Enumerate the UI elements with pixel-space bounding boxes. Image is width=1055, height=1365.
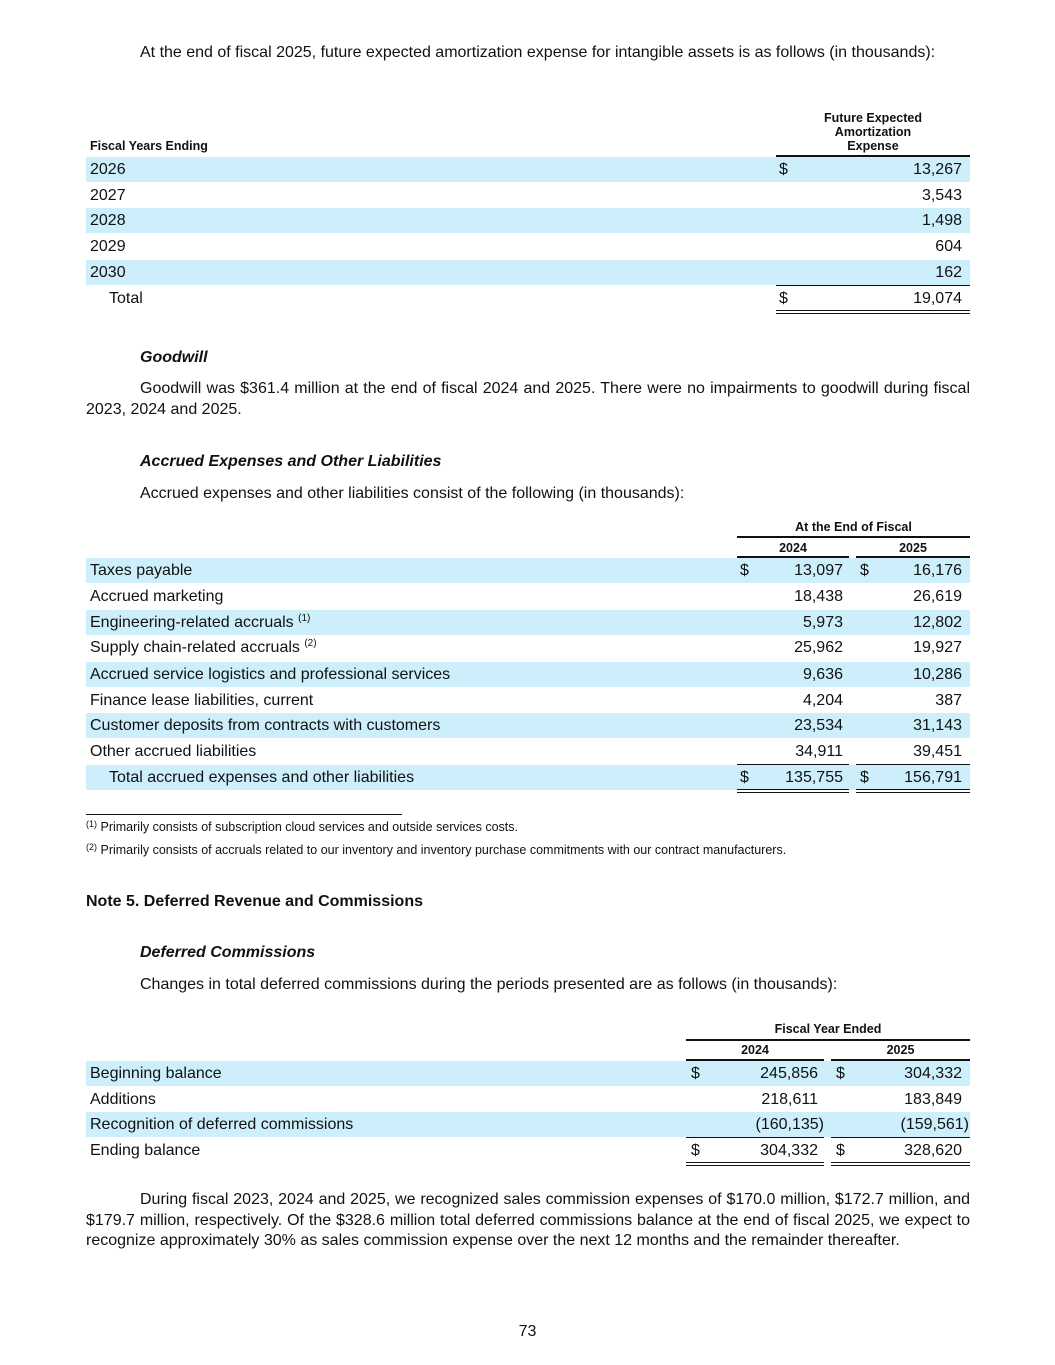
table-row [86,1112,970,1137]
double-rule-top [831,1162,970,1163]
currency-symbol: $ [860,562,869,579]
value-2025: 16,176 [913,562,962,579]
footnote-mark: (2) [86,842,97,852]
double-rule-bottom [686,1165,824,1166]
row-label [90,635,317,660]
year-header-2024: 2024 [741,1043,769,1057]
table-row [86,1138,970,1163]
currency-symbol: $ [779,290,788,307]
row-value: 162 [935,264,962,281]
table-row [86,208,970,233]
row-label [90,662,450,687]
double-rule-bottom [737,792,849,793]
label-text: Supply chain-related accruals [90,639,300,656]
group-header-rule [737,536,970,538]
value-2025: 387 [935,692,962,709]
footnote-mark: (1) [86,819,97,829]
year-header-2025: 2025 [886,1043,915,1057]
row-label: Ending balance [90,1142,201,1159]
row-label [90,584,223,609]
footnote-2 [86,843,786,857]
table-row [86,713,970,738]
value-2024: 245,856 [760,1065,818,1082]
total-row [86,765,970,790]
row-label: Additions [90,1091,156,1108]
value-2025: 183,849 [904,1091,962,1108]
footnote-1 [86,820,518,834]
label-text: Engineering-related accruals [90,614,294,631]
label-text: Other accrued liabilities [90,743,257,760]
year-header-2025: 2025 [899,541,927,555]
row-value: 1,498 [921,212,962,229]
total-2025: 156,791 [904,769,962,786]
double-rule-bottom [776,313,970,314]
currency-symbol: $ [691,1065,700,1082]
accrued-paragraph: Accrued expenses and other liabilities consist of the following (in thousands): [140,485,685,502]
total-2024: 135,755 [785,769,843,786]
closing-paragraph: During fiscal 2023, 2024 and 2025, we recognized sales commission expenses of $170.0 million, $172.7 million, and $179.7 million, respectively. Of the $328.6 million total deferred commissions balance at the end of fiscal 2025, we expect to recognize approximately 30% as sales commission expense over the next 12 months and the remainder thereafter. [86,1191,970,1249]
accrued-heading: Accrued Expenses and Other Liabilities [140,453,442,470]
label-text: Accrued service logistics and professional services [90,666,451,683]
double-rule-top [776,310,970,311]
row-label [90,688,313,713]
total-label: Total accrued expenses and other liabilities [109,769,415,786]
footnote-marker: (1) [298,613,311,624]
footnote-text: Primarily consists of subscription cloud services and outside services costs. [100,820,519,834]
row-label: Beginning balance [90,1065,222,1082]
row-label: 2028 [90,212,126,229]
value-2025: 26,619 [913,588,962,605]
amortization-label-header: Fiscal Years Ending [90,139,208,153]
deferred-commissions-heading: Deferred Commissions [140,944,316,961]
year-header-2024: 2024 [779,541,807,555]
value-2025: 10,286 [913,666,962,683]
footnote-text: Primarily consists of accruals related to our inventory and inventory purchase commitments with our contract manufacturers. [100,843,787,857]
table-row [86,635,970,660]
row-label [90,610,310,635]
intro-paragraph: At the end of fiscal 2025, future expected amortization expense for intangible assets is as follows (in thousands): [140,44,936,61]
table-row [86,739,970,764]
label-text: Customer deposits from contracts with customers [90,717,441,734]
row-label: 2030 [90,264,126,281]
table-row [86,662,970,687]
row-label [90,558,192,583]
deferred-commissions-paragraph: Changes in total deferred commissions during the periods presented are as follows (in thousands): [140,976,838,993]
currency-symbol: $ [836,1142,845,1159]
header-line: Amortization [834,125,912,139]
table-row [86,1061,970,1086]
value-2024: (160,135) [755,1116,824,1133]
value-2025: 39,451 [913,743,962,760]
value-2025: 31,143 [913,717,962,734]
amortization-value-header [776,111,970,153]
header-line: Future Expected [824,111,922,125]
value-2024: 13,097 [794,562,843,579]
value-2024: 25,962 [794,639,843,656]
value-2024: 5,973 [802,614,843,631]
table-row [86,183,970,208]
header-line: Expense [847,139,899,153]
value-2024: 218,611 [761,1091,818,1108]
accrued-group-header: At the End of Fiscal [795,520,912,534]
currency-symbol: $ [779,161,788,178]
currency-symbol: $ [740,769,749,786]
footnote-marker: (2) [304,638,317,649]
row-label: Recognition of deferred commissions [90,1116,354,1133]
deferred-group-header: Fiscal Year Ended [774,1022,882,1036]
row-value: 604 [935,238,962,255]
group-header-rule [686,1039,970,1041]
double-rule-top [686,1162,824,1163]
value-2024: 304,332 [760,1142,818,1159]
row-label: 2027 [90,187,126,204]
label-text: Finance lease liabilities, current [90,692,314,709]
note5-heading: Note 5. Deferred Revenue and Commissions [86,893,423,910]
value-2024: 18,438 [794,588,843,605]
table-row [86,584,970,609]
double-rule-bottom [831,1165,970,1166]
row-label [90,739,256,764]
goodwill-heading: Goodwill [140,349,208,366]
value-2024: 4,204 [802,692,843,709]
page-number: 73 [518,1323,537,1340]
double-rule-top [856,789,970,790]
row-label: 2026 [90,161,126,178]
label-text: Accrued marketing [90,588,224,605]
value-2025: 19,927 [913,639,962,656]
table-row [86,688,970,713]
currency-symbol: $ [836,1065,845,1082]
label-text: Taxes payable [90,562,193,579]
row-label [90,713,440,738]
footnote-separator [86,814,402,815]
currency-symbol: $ [860,769,869,786]
table-row [86,234,970,259]
row-label: 2029 [90,238,126,255]
value-2025: 12,802 [913,614,962,631]
value-2024: 9,636 [802,666,843,683]
double-rule-bottom [856,792,970,793]
double-rule-top [737,789,849,790]
value-2025: (159,561) [900,1116,969,1133]
currency-symbol: $ [740,562,749,579]
value-2025: 304,332 [904,1065,962,1082]
total-row [86,286,970,311]
row-value: 13,267 [913,161,962,178]
value-2024: 23,534 [794,717,843,734]
table-row [86,558,970,583]
goodwill-paragraph: Goodwill was $361.4 million at the end of fiscal 2024 and 2025. There were no impairments to goodwill during fiscal 2023, 2024 and 2025. [86,380,970,418]
currency-symbol: $ [691,1142,700,1159]
table-row [86,610,970,635]
value-2025: 328,620 [904,1142,962,1159]
total-value: 19,074 [913,290,962,307]
value-2024: 34,911 [795,743,843,760]
table-row [86,1087,970,1112]
row-value: 3,543 [921,187,962,204]
table-row [86,260,970,285]
table-row [86,157,970,182]
total-label: Total [109,290,143,307]
